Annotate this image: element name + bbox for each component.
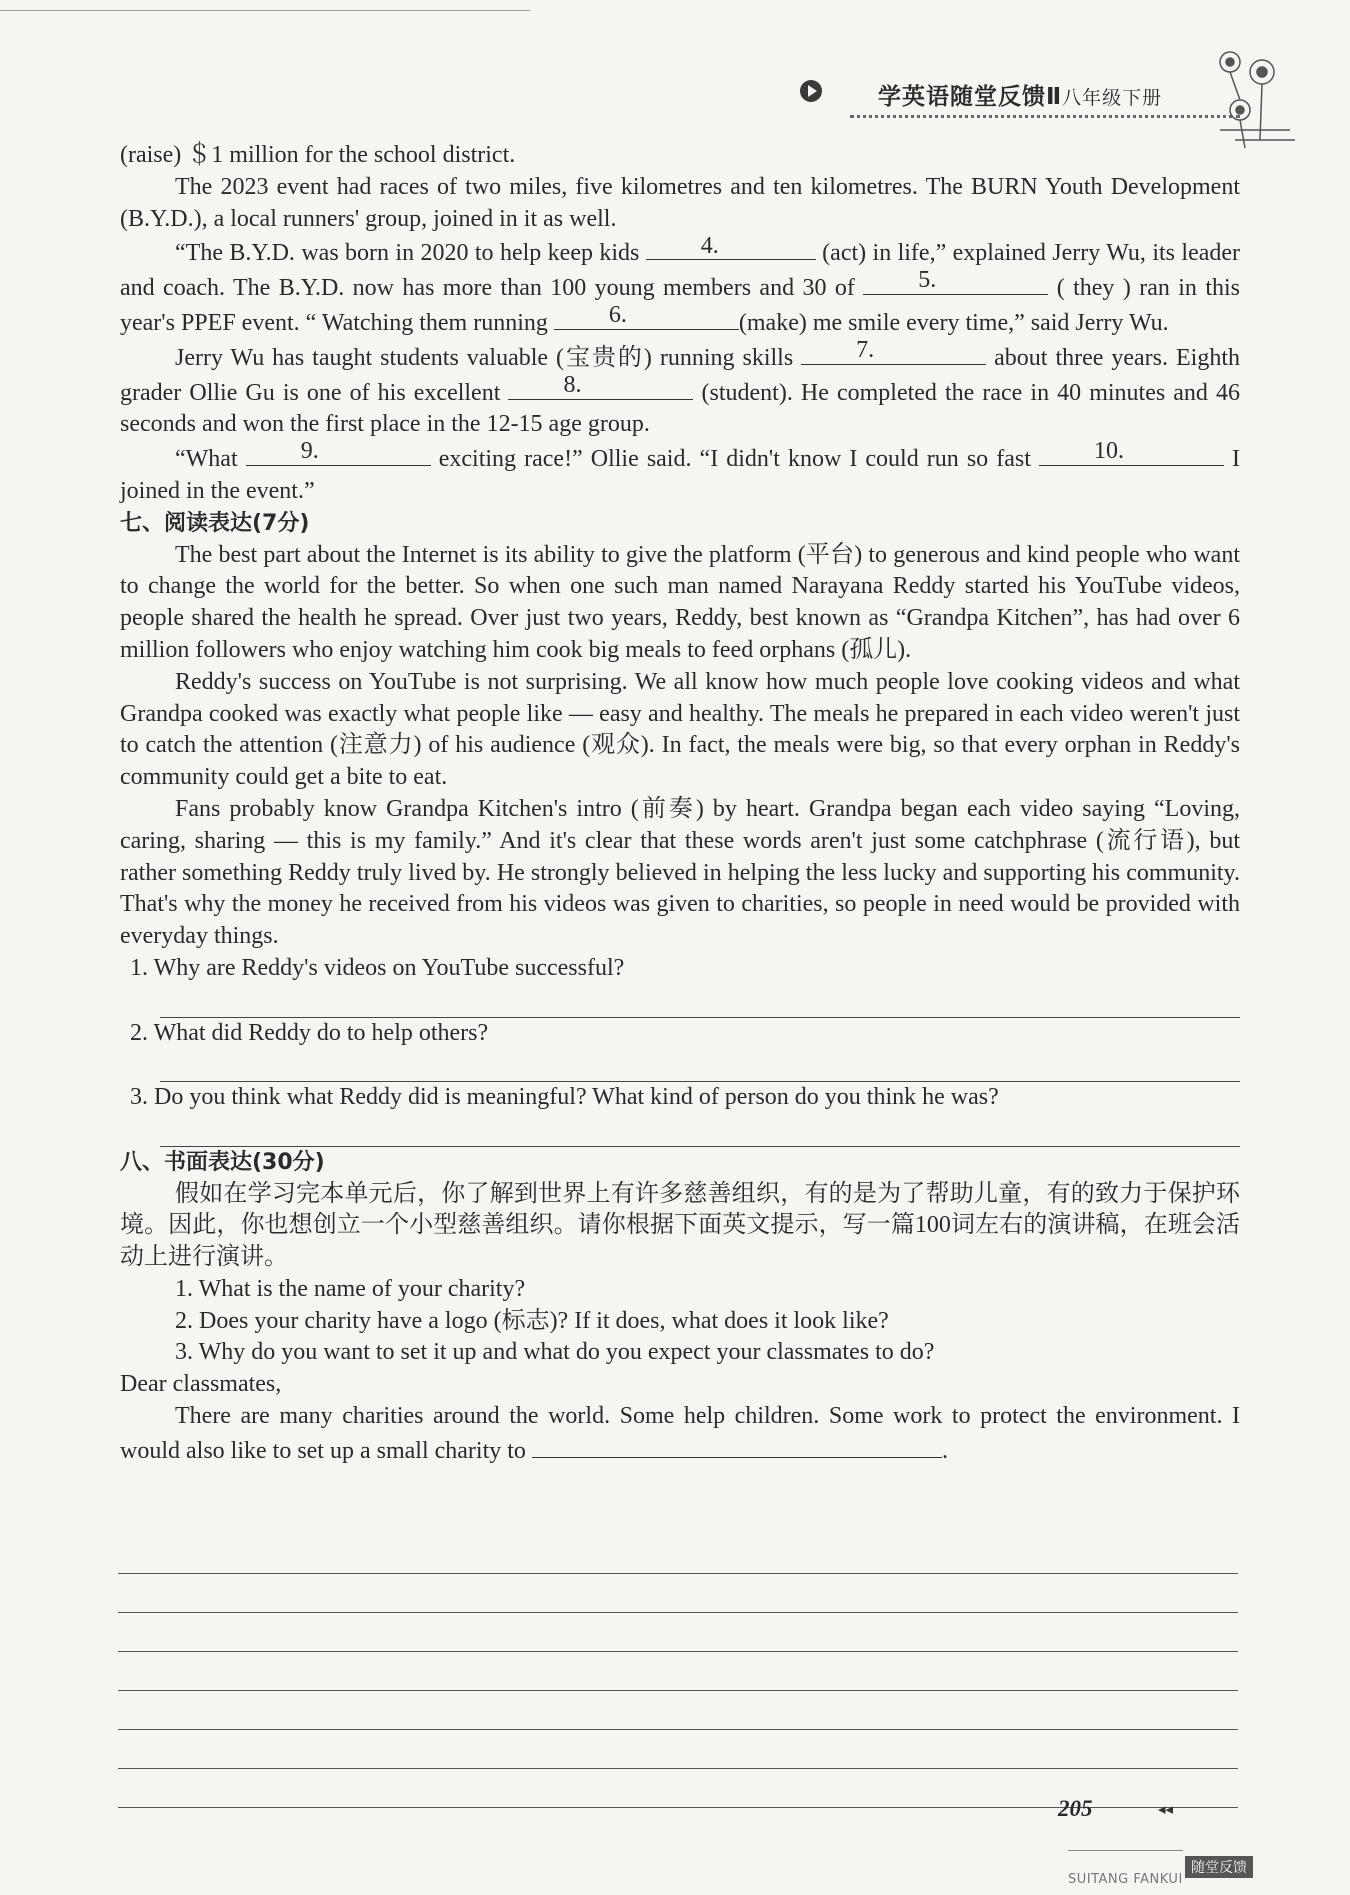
text-segment: ( they ) ran in this year's PPEF event. “ Watching them running bbox=[120, 275, 1241, 336]
answer-line-1[interactable] bbox=[160, 985, 1240, 1018]
flower-decoration-icon bbox=[1200, 40, 1310, 150]
footer-badge: 随堂反馈 bbox=[1185, 1856, 1253, 1878]
blank-number: 7. bbox=[856, 336, 875, 363]
question-1: 1. Why are Reddy's videos on YouTube successful? bbox=[130, 954, 625, 981]
reading-paragraph: Fans probably know Grandpa Kitchen's intro (前奏) by heart. Grandpa began each video saying “Loving, caring, sharing — this is my family.” And it's clear that these words aren't just some catchphrase (流行语), but rather something Reddy truly lived by. He strongly believed in helping the less lucky and supporting his community. That's why the money he received from his videos was given to charities, so people in need would be provided with everyday things. bbox=[120, 795, 1240, 950]
paragraph-3 bbox=[120, 232, 1241, 339]
blank-7[interactable] bbox=[801, 336, 986, 365]
starter-text: There are many charities around the world. Some help children. Some work to protect the environment. I would also like to set up a small charity to bbox=[120, 1403, 1240, 1464]
writing-line[interactable] bbox=[118, 1652, 1238, 1691]
answer-line-2[interactable] bbox=[160, 1049, 1240, 1082]
back-arrows-icon: ◂◂ bbox=[1158, 1800, 1174, 1818]
blank-10[interactable] bbox=[1039, 438, 1224, 466]
header-title bbox=[878, 78, 1162, 111]
paragraph-2: The 2023 event had races of two miles, five kilometres and ten kilometres. The BURN Youth Development (B.Y.D.), a local runners' group, joined in it as well. bbox=[120, 173, 1240, 232]
blank-number: 10. bbox=[1093, 438, 1124, 465]
paragraph-1: (raise) ＄1 million for the school district. bbox=[120, 142, 516, 168]
hint-3: 3. Why do you want to set it up and what do you expect your classmates to do? bbox=[175, 1339, 935, 1366]
hint-2: 2. Does your charity have a logo (标志)? If it does, what does it look like? bbox=[175, 1307, 889, 1334]
writing-line[interactable] bbox=[118, 1535, 1238, 1574]
play-icon bbox=[800, 80, 822, 102]
blank-number: 4. bbox=[700, 232, 719, 259]
page-header bbox=[800, 78, 1240, 118]
answer-line-3[interactable] bbox=[160, 1114, 1240, 1147]
blank-6[interactable] bbox=[554, 302, 739, 330]
paragraph-5 bbox=[120, 438, 1241, 508]
blank-number: 6. bbox=[608, 302, 627, 329]
blank-number: 5. bbox=[918, 267, 937, 294]
text-segment: “The B.Y.D. was born in 2020 to help keep kids bbox=[175, 240, 646, 267]
writing-area[interactable] bbox=[118, 1535, 1238, 1808]
letter-starter bbox=[120, 1401, 1240, 1468]
top-rule bbox=[0, 10, 530, 11]
letter-greeting: Dear classmates, bbox=[120, 1371, 282, 1398]
blank-9[interactable] bbox=[246, 438, 431, 466]
page-content bbox=[120, 140, 1240, 1468]
writing-line[interactable] bbox=[118, 1613, 1238, 1652]
writing-line[interactable] bbox=[118, 1730, 1238, 1769]
header-dotted-rule bbox=[850, 115, 1240, 118]
blank-5[interactable] bbox=[863, 267, 1048, 295]
starter-blank[interactable] bbox=[532, 1433, 942, 1458]
text-segment: (make) me smile every time,” said Jerry Wu. bbox=[738, 309, 1169, 336]
text-segment: (student). He completed the race in 40 minutes and 46 seconds and won the first place in the 12-15 age group. bbox=[120, 379, 1240, 438]
blank-8[interactable] bbox=[508, 371, 693, 400]
page-number: 205 bbox=[1058, 1796, 1093, 1821]
section-7-heading: 七、阅读表达(7分) bbox=[120, 510, 310, 536]
question-3: 3. Do you think what Reddy did is meaningful? What kind of person do you think he was? bbox=[130, 1084, 999, 1111]
blank-number: 9. bbox=[300, 438, 319, 465]
paragraph-4 bbox=[120, 336, 1240, 441]
writing-line[interactable] bbox=[118, 1691, 1238, 1730]
starter-period: . bbox=[941, 1437, 948, 1464]
writing-line[interactable] bbox=[118, 1574, 1238, 1613]
text-segment: I joined in the event.” bbox=[120, 446, 1241, 504]
header-subtitle: 八年级下册 bbox=[1062, 87, 1163, 109]
footer-brand: SUITANG FANKUI bbox=[1068, 1872, 1183, 1887]
reading-paragraph: The best part about the Internet is its ability to give the platform (平台) to generous and kind people who want to change the world for the better. So when one such man named Narayana Reddy started his YouTube videos, people shared the health he spread. Over just two years, Reddy, best known as “Grandpa Kitchen”, has had over 6 million followers who enjoy watching him cook big meals to feed orphans (孤儿). bbox=[120, 541, 1240, 663]
hint-1: 1. What is the name of your charity? bbox=[175, 1275, 526, 1302]
text-segment: about three years. Eighth grader Ollie Gu is one of his excellent bbox=[120, 344, 1240, 406]
question-2: 2. What did Reddy do to help others? bbox=[130, 1019, 489, 1046]
text-segment: (act) in life,” explained Jerry Wu, its leader and coach. The B.Y.D. now has more than 100 young members and 30 of bbox=[120, 240, 1241, 302]
footer-rule bbox=[1068, 1850, 1183, 1851]
reading-paragraph: Reddy's success on YouTube is not surprising. We all know how much people love cooking videos and what Grandpa cooked was exactly what people like — easy and healthy. The meals he prepared in each video weren't just to catch the attention (注意力) of his audience (观众). In fact, the meals were big, so that every orphan in Reddy's community could get a bite to eat. bbox=[120, 668, 1240, 791]
blank-number: 8. bbox=[563, 371, 582, 398]
text-segment: Jerry Wu has taught students valuable (宝贵的) running skills bbox=[175, 344, 802, 371]
text-segment: “What bbox=[175, 446, 246, 473]
section-8-heading: 八、书面表达(30分) bbox=[120, 1149, 325, 1175]
text-segment: exciting race!” Ollie said. “I didn't know I could run so fast bbox=[430, 446, 1039, 473]
blank-4[interactable] bbox=[646, 232, 816, 260]
writing-prompt: 假如在学习完本单元后，你了解到世界上有许多慈善组织，有的是为了帮助儿童，有的致力于保护环境。因此，你也想创立一个小型慈善组织。请你根据下面英文提示，写一篇100词左右的演讲稿，在班会活动上进行演讲。 bbox=[120, 1180, 1240, 1271]
header-title-text: 学英语随堂反馈Ⅱ bbox=[878, 84, 1063, 110]
